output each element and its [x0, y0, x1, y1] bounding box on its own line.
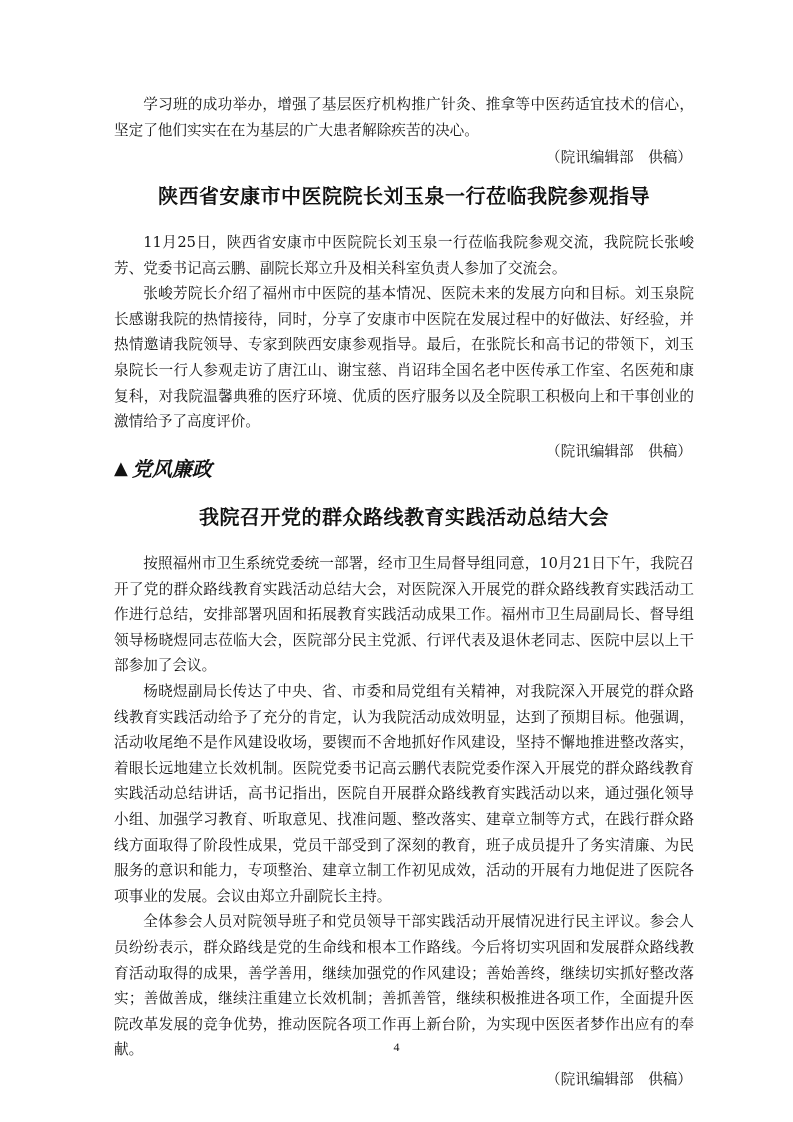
triangle-icon: ▲ — [114, 458, 128, 479]
article-mass-line-summary — [114, 503, 694, 1092]
article-paragraph: 按照福州市卫生系统党委统一部署，经市卫生局督导组同意，10月21日下午，我院召开了党的群众路线教育实践活动总结大会，对医院深入开展党的群众路线教育实践活动工作进行总结，安排部署巩固和拓展教育实践活动成果工作。福州市卫生局副局长、督导组领导杨晓煜同志莅临大会，医院部分民主党派、行评代表及退休老同志、医院中层以上干部参加了会议。 — [114, 555, 694, 675]
top-continuation — [114, 92, 694, 171]
article-paragraph: 11月25日，陕西省安康市中医院院长刘玉泉一行莅临我院参观交流，我院院长张峻芳、党委书记高云鹏、副院长郑立升及相关科室负责人参加了交流会。 — [114, 234, 694, 277]
article-title: 我院召开党的群众路线教育实践活动总结大会 — [199, 505, 609, 529]
credit-line: （院讯编辑部 供稿） — [546, 442, 692, 460]
section-label: 党风廉政 — [131, 457, 212, 481]
article-paragraph: 全体参会人员对院领导班子和党员领导干部实践活动开展情况进行民主评议。参会人员纷纷表示，群众路线是党的生命线和根本工作路线。今后将切实巩固和发展群众路线教育活动取得的成果，善学善用，继续加强党的作风建设；善始善终，继续切实抓好整改落实；善做善成，继续注重建立长效机制；善抓善管，继续积极推进各项工作，全面提升医院改革发展的竞争优势，推动医院各项工作再上新台阶，为实现中医医者梦作出应有的奉献。 — [114, 913, 694, 1059]
credit-line: （院讯编辑部 供稿） — [546, 149, 692, 167]
section-heading — [114, 456, 212, 482]
article-paragraph: 杨晓煜副局长传达了中央、省、市委和局党组有关精神，对我院深入开展党的群众路线教育实践活动给予了充分的肯定，认为我院活动成效明显，达到了预期目标。他强调，活动收尾绝不是作风建设收场，要锲而不舍地抓好作风建设，坚持不懈地推进整改落实，着眼长远地建立长效机制。医院党委书记高云鹏代表院党委作深入开展党的群众路线教育实践活动总结讲话，高书记指出，医院自开展群众路线教育实践活动以来，通过强化领导小组、加强学习教育、听取意见、找准问题、整改落实、建章立制等方式，在践行群众路线方面取得了阶段性成果，党员干部受到了深刻的教育，班子成员提升了务实清廉、为民服务的意识和能力，专项整治、建章立制工作初见成效，活动的开展有力地促进了医院各项事业的发展。会议由郑立升副院长主持。 — [114, 682, 694, 905]
credit-line: （院讯编辑部 供稿） — [546, 1070, 692, 1088]
article-paragraph: 张峻芳院长介绍了福州市中医院的基本情况、医院未来的发展方向和目标。刘玉泉院长感谢我院的热情接待，同时，分享了安康市中医院在发展过程中的好做法、好经验，并热情邀请我院领导、专家到陕西安康参观指导。最后，在张院长和高书记的带领下，刘玉泉院长一行人参观走访了唐江山、谢宝慈、肖诏玮全国名老中医传承工作室、名医苑和康复科，对我院温馨典雅的医疗环境、优质的医疗服务以及全院职工积极向上和干事创业的激情给予了高度评价。 — [114, 285, 694, 431]
page-number: 4 — [393, 1040, 400, 1054]
article-title: 陕西省安康市中医院院长刘玉泉一行莅临我院参观指导 — [158, 184, 650, 208]
article-anakang-visit — [114, 182, 694, 464]
continuation-paragraph: 学习班的成功举办，增强了基层医疗机构推广针灸、推拿等中医药适宜技术的信心，坚定了他们实实在在为基层的广大患者解除疾苦的决心。 — [114, 96, 694, 139]
